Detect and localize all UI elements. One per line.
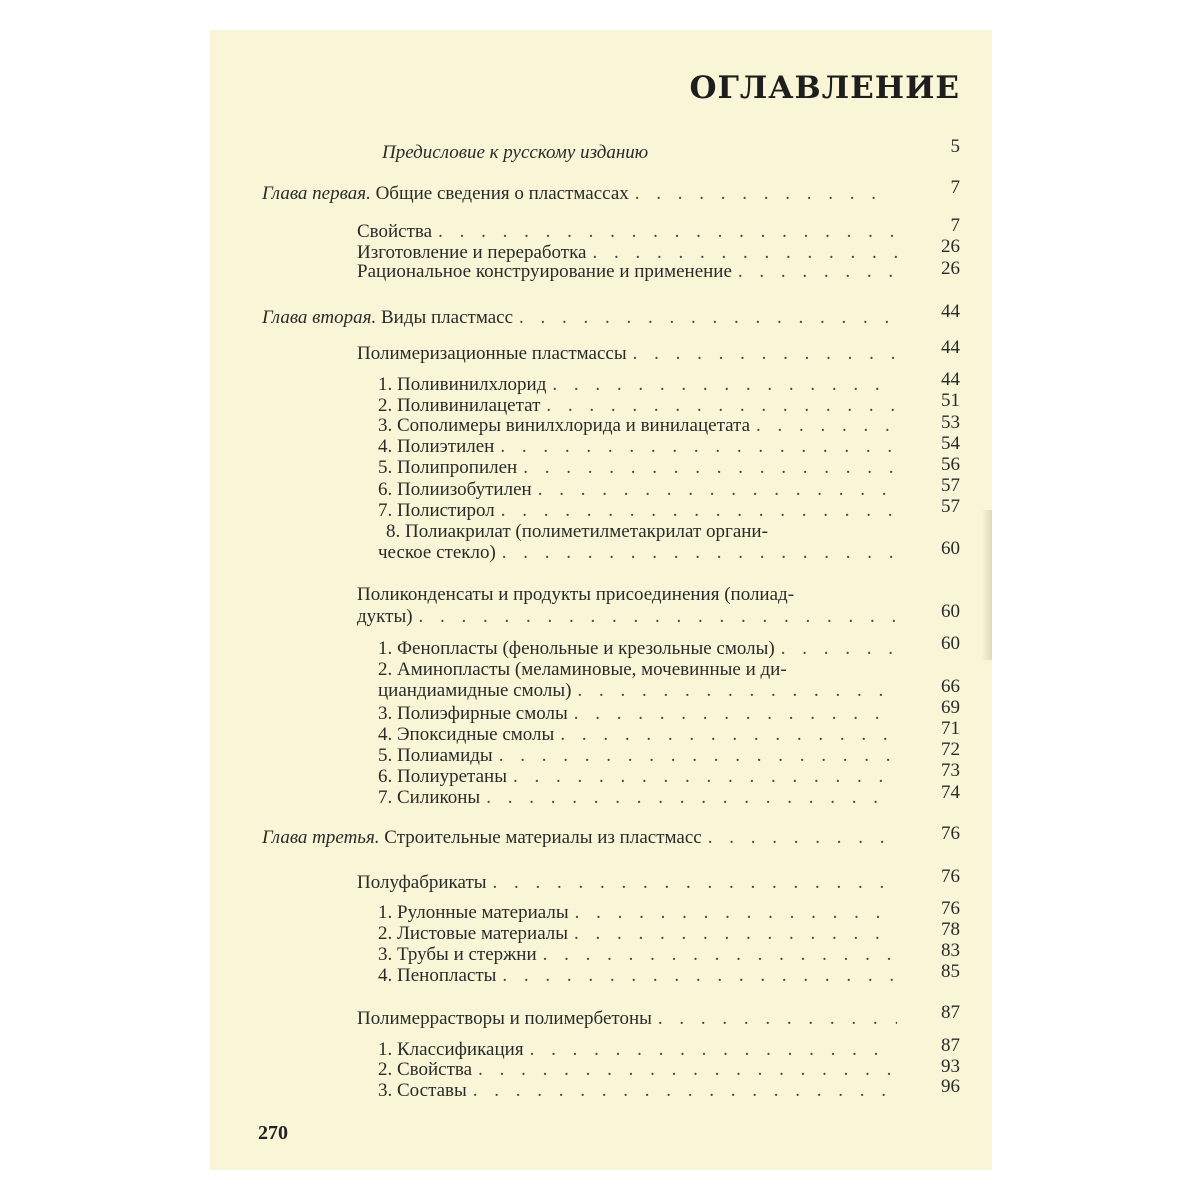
toc-page-number: 87: [941, 1002, 960, 1023]
toc-page-number: 26: [941, 236, 960, 257]
leader-dots: [702, 827, 898, 849]
toc-label: 3. Трубы и стержни: [378, 944, 537, 965]
toc-page-number: 60: [941, 538, 960, 559]
toc-label: Предисловие к русскому изданию: [382, 142, 649, 163]
toc-entry: [378, 1080, 896, 1102]
leader-dots: [507, 766, 896, 788]
toc-page-number: 57: [941, 496, 960, 517]
toc-entry: [378, 374, 896, 396]
leader-dots: [487, 872, 897, 894]
toc-page-number: 69: [941, 697, 960, 718]
toc-label: Общие сведения о пластмассах: [375, 183, 629, 204]
toc-entry: [378, 965, 896, 987]
toc-label: 1. Фенопласты (фенольные и крезольные смолы): [378, 638, 775, 659]
toc-page-number: 44: [941, 369, 960, 390]
toc-label: 3. Полиэфирные смолы: [378, 703, 568, 724]
toc-label: 1. Поливинилхлорид: [378, 374, 547, 395]
leader-dots: [532, 479, 896, 501]
toc-entry: [386, 521, 768, 543]
toc-label: 2. Свойства: [378, 1059, 473, 1080]
toc-label: 8. Полиакрилат (полиметилметакрилат органи-: [386, 521, 768, 542]
toc-section: [357, 343, 897, 365]
toc-entry: [378, 479, 896, 501]
leader-dots: [537, 944, 896, 966]
toc-page-number: 44: [941, 301, 960, 322]
leader-dots: [732, 261, 897, 283]
leader-dots: [569, 902, 896, 924]
toc-entry-chapter-3: [262, 827, 898, 849]
toc-label: 4. Пенопласты: [378, 965, 497, 986]
leader-dots: [546, 374, 896, 396]
toc-entry: [378, 659, 787, 681]
toc-label: 1. Классификация: [378, 1039, 524, 1060]
leader-dots: [652, 1008, 897, 1030]
toc-page-number: 76: [941, 866, 960, 887]
toc-label: 1. Рулонные материалы: [378, 902, 569, 923]
toc-label: 7. Силиконы: [378, 787, 481, 808]
toc-entry: [378, 766, 896, 788]
chapter-prefix: Глава третья.: [262, 827, 380, 848]
toc-label: Строительные материалы из пластмасс: [384, 827, 702, 848]
toc-label: 5. Полиамиды: [378, 745, 493, 766]
toc-page-number: 60: [941, 601, 960, 622]
leader-dots: [524, 1039, 896, 1061]
toc-entry: [378, 944, 896, 966]
toc-page-number: 26: [941, 258, 960, 279]
leader-dots: [627, 343, 897, 365]
toc-entry-preface: [382, 142, 648, 164]
leader-dots: [472, 1059, 896, 1081]
toc-label: циандиамидные смолы): [378, 680, 572, 701]
toc-entry: [357, 261, 897, 283]
toc-page-number: 72: [941, 739, 960, 760]
toc-label: 2. Поливинилацетат: [378, 395, 541, 416]
leader-dots: [480, 787, 896, 809]
leader-dots: [517, 457, 896, 479]
leader-dots: [568, 703, 896, 725]
toc-page-number: 87: [941, 1035, 960, 1056]
toc-label: 3. Составы: [378, 1080, 467, 1101]
toc-entry: [378, 787, 896, 809]
toc-page-number: 54: [941, 433, 960, 454]
toc-label: Полимеризационные пластмассы: [357, 343, 627, 364]
toc-label: Изготовление и переработка: [357, 242, 587, 263]
toc-page-number: 78: [941, 919, 960, 940]
leader-dots: [629, 183, 892, 205]
leader-dots: [571, 680, 896, 702]
leader-dots: [775, 638, 896, 660]
chapter-prefix: Глава первая.: [262, 183, 371, 204]
toc-label: 7. Полистирол: [378, 500, 495, 521]
toc-page-number: 60: [941, 633, 960, 654]
toc-page-number: 57: [941, 475, 960, 496]
leader-dots: [494, 436, 896, 458]
toc-page-number: 85: [941, 961, 960, 982]
leader-dots: [496, 542, 896, 564]
toc-entry-continuation: [378, 680, 896, 702]
toc-section: [357, 872, 897, 894]
toc-entry: [378, 703, 896, 725]
toc-page-number: 66: [941, 676, 960, 697]
toc-page-number: 93: [941, 1056, 960, 1077]
toc-label: Рациональное конструирование и применение: [357, 261, 732, 282]
toc-entry: [378, 902, 896, 924]
toc-label: 5. Полипропилен: [378, 457, 518, 478]
toc-section-continuation: [357, 606, 897, 628]
toc-section: [357, 584, 794, 606]
toc-label: 4. Полиэтилен: [378, 436, 495, 457]
toc-entry: [378, 638, 896, 660]
toc-entry: [378, 745, 896, 767]
toc-page-number: 7: [950, 215, 960, 236]
toc-entry: [378, 1059, 896, 1081]
toc-entry-chapter-2: [262, 307, 892, 329]
leader-dots: [540, 395, 896, 417]
leader-dots: [568, 923, 896, 945]
toc-page-number: 74: [941, 782, 960, 803]
toc-section: [357, 1008, 897, 1030]
toc-entry: [378, 724, 896, 746]
toc-page-number: 76: [941, 823, 960, 844]
toc-entry-continuation: [378, 542, 896, 564]
toc-page-number: 83: [941, 940, 960, 961]
toc-label: 6. Полиуретаны: [378, 766, 507, 787]
leader-dots: [513, 307, 892, 329]
toc-entry: [378, 1039, 896, 1061]
toc-label: Полимеррастворы и полимербетоны: [357, 1008, 652, 1029]
toc-page-number: 7: [950, 177, 960, 198]
toc-page-number: 73: [941, 760, 960, 781]
toc-entry: [357, 221, 897, 243]
toc-label: ческое стекло): [378, 542, 496, 563]
toc-entry: [378, 415, 896, 437]
toc-entry: [378, 500, 896, 522]
page-number: 270: [258, 1122, 288, 1144]
book-page: [210, 30, 992, 1170]
toc-label: 4. Эпоксидные смолы: [378, 724, 555, 745]
toc-page-number: 5: [950, 136, 960, 157]
leader-dots: [432, 221, 897, 243]
toc-page-number: 96: [941, 1076, 960, 1097]
toc-page-number: 44: [941, 337, 960, 358]
toc-page-number: 53: [941, 412, 960, 433]
toc-label: Полуфабрикаты: [357, 872, 487, 893]
toc-entry: [378, 457, 896, 479]
chapter-prefix: Глава вторая.: [262, 307, 377, 328]
leader-dots: [467, 1080, 896, 1102]
toc-label: 2. Аминопласты (меламиновые, мочевинные и ди-: [378, 659, 787, 680]
toc-label: Поликонденсаты и продукты присоединения (полиад-: [357, 584, 795, 605]
toc-page-number: 71: [941, 718, 960, 739]
toc-label: 2. Листовые материалы: [378, 923, 569, 944]
page-title: ОГЛАВЛЕНИЕ: [689, 70, 960, 106]
toc-page-number: 56: [941, 454, 960, 475]
toc-entry: [378, 923, 896, 945]
leader-dots: [495, 500, 896, 522]
leader-dots: [750, 415, 896, 437]
toc-entry-chapter-1: [262, 183, 892, 205]
toc-page-number: 51: [941, 390, 960, 411]
toc-label: Свойства: [357, 221, 433, 242]
toc-page-number: 76: [941, 898, 960, 919]
toc-label: 6. Полиизобутилен: [378, 479, 532, 500]
toc-label: 3. Сополимеры винилхлорида и винилацетата: [378, 415, 751, 436]
toc-label: Виды пластмасс: [380, 307, 514, 328]
leader-dots: [413, 606, 897, 628]
leader-dots: [496, 965, 896, 987]
toc-entry: [378, 436, 896, 458]
toc-entry: [378, 395, 896, 417]
leader-dots: [493, 745, 896, 767]
leader-dots: [554, 724, 896, 746]
toc-label: дукты): [357, 606, 413, 627]
